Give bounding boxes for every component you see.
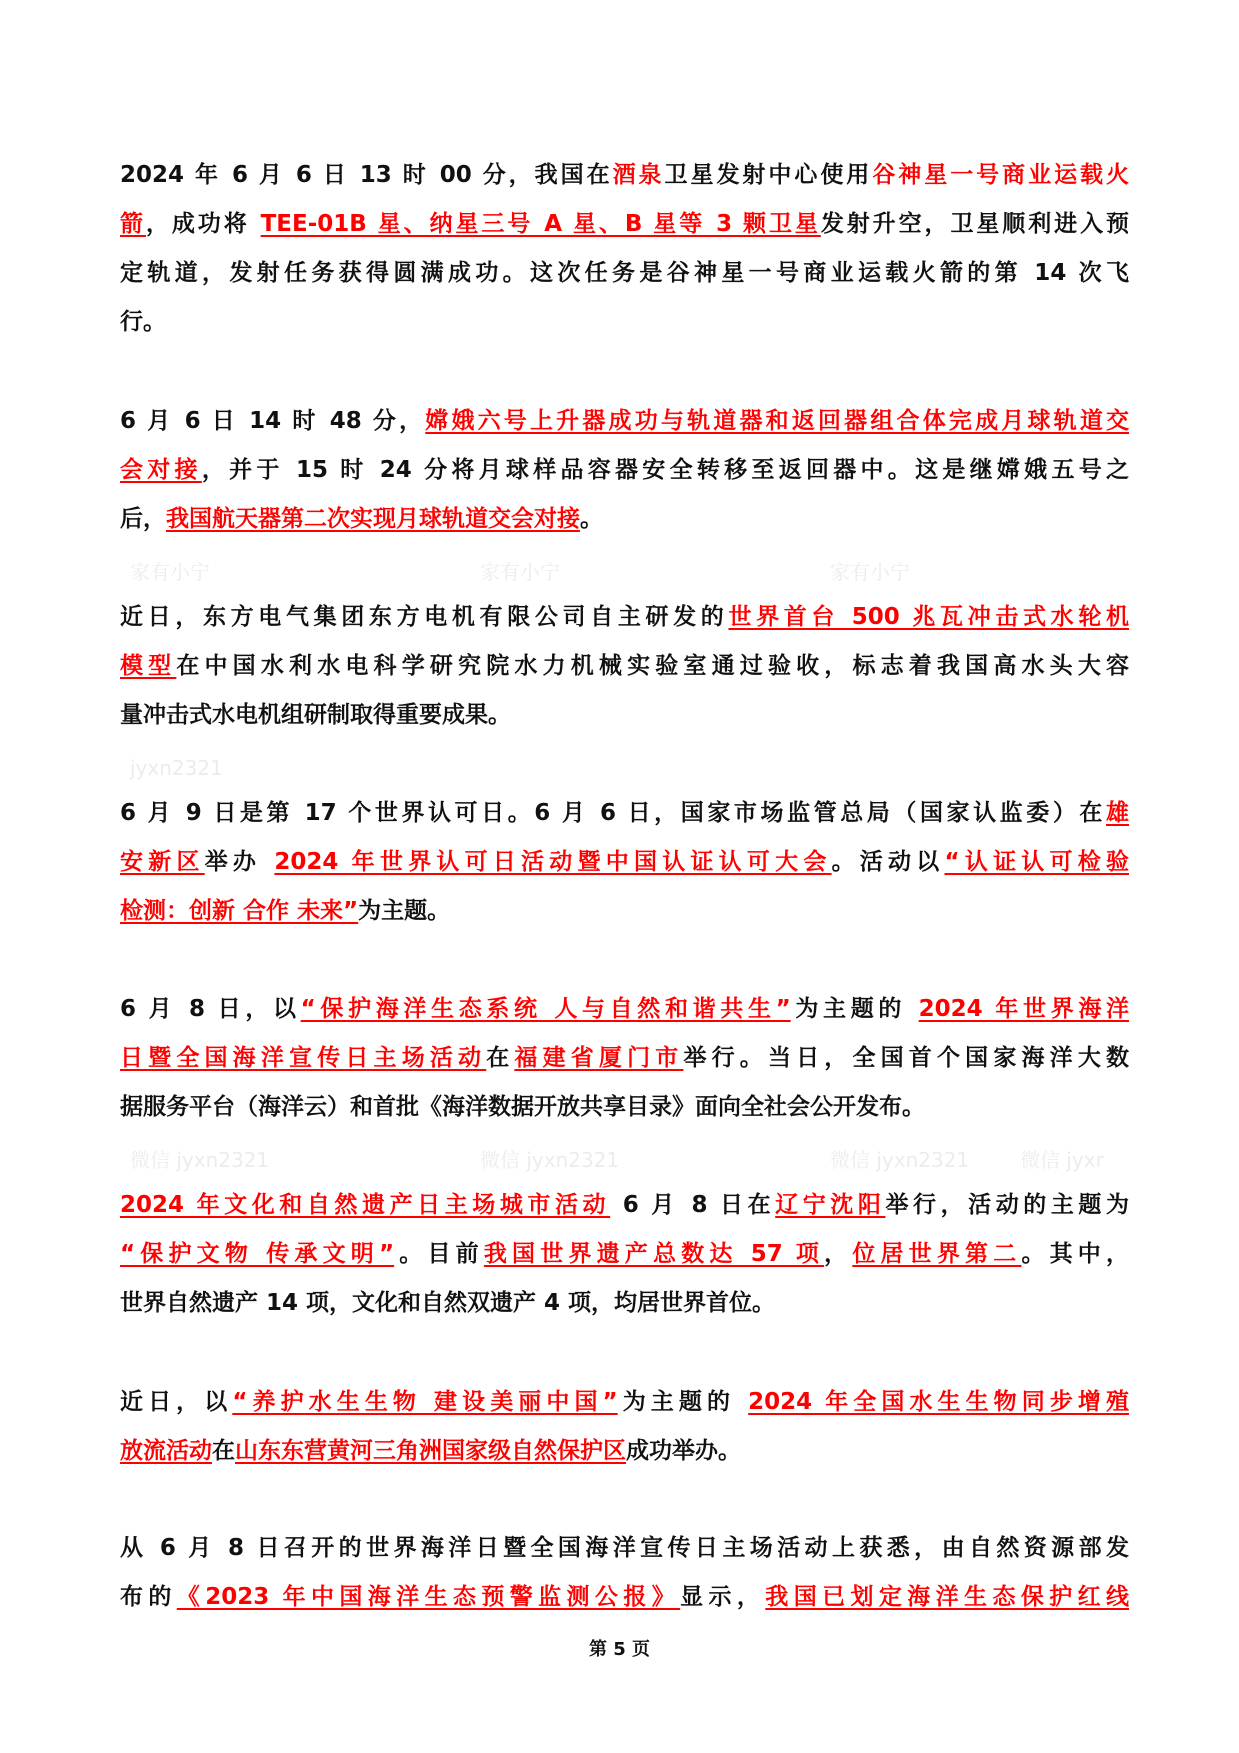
highlighted-text: 谷神星一号商业运载火 [872, 162, 1130, 188]
text-line [120, 1283, 1129, 1332]
body-text: 卫星发射中心使用 [664, 162, 873, 188]
watermark-text: 家有小宁 [480, 560, 560, 584]
text-line [120, 695, 1129, 744]
body-text: 后， [120, 506, 166, 532]
text-line [120, 1577, 1129, 1626]
text-line [120, 1038, 1129, 1087]
text-line [120, 597, 1129, 646]
body-text: 6 月 8 日，以 [120, 996, 301, 1022]
body-text: 举行。当日，全国首个国家海洋大数 [683, 1045, 1130, 1071]
watermark-text: 家有小宁 [130, 560, 210, 584]
body-text: 为主题的 [617, 1389, 749, 1415]
highlighted-link-text: 福建省厦门市 [514, 1045, 684, 1071]
watermark-text: 微信 jyxn2321 [480, 1148, 620, 1172]
highlighted-link-text: “认证认可检验 [944, 849, 1129, 875]
body-text: ，成功将 [145, 211, 261, 237]
highlighted-link-text: 我国已划定海洋生态保护红线 [765, 1584, 1130, 1610]
text-line [120, 891, 1129, 940]
paragraph [120, 793, 1129, 940]
highlighted-link-text: 检测：创新 合作 未来” [120, 898, 359, 924]
text-line [120, 401, 1129, 450]
paragraph [120, 1528, 1129, 1626]
highlighted-link-text: “养护水生生物 建设美丽中国” [232, 1389, 618, 1415]
body-text: 成功举办。 [626, 1438, 741, 1464]
paragraph [120, 155, 1129, 351]
highlighted-text: 酒泉 [612, 162, 665, 188]
text-line [120, 1185, 1129, 1234]
watermark-text: 微信 jyxr [1020, 1148, 1104, 1172]
body-text: 量冲击式水电机组研制取得重要成果。 [120, 702, 511, 728]
paragraph [120, 989, 1129, 1136]
body-text: 据服务平台（海洋云）和首批《海洋数据开放共享目录》面向全社会公开发布。 [120, 1094, 925, 1120]
text-line [120, 646, 1129, 695]
body-text: 举办 [204, 849, 275, 875]
body-text: 6 月 9 日是第 17 个世界认可日。6 月 6 日，国家市场监管总局（国家认监委）在 [120, 800, 1106, 826]
text-line [120, 204, 1129, 253]
page-number: 第 5 页 [588, 1639, 651, 1660]
text-line [120, 302, 1129, 351]
highlighted-link-text: 我国航天器第二次实现月球轨道交会对接 [166, 506, 580, 532]
body-text: 为主题。 [358, 898, 451, 924]
text-line [120, 989, 1129, 1038]
highlighted-link-text: 安新区 [120, 849, 205, 875]
paragraph [120, 1382, 1129, 1480]
highlighted-link-text: 放流活动 [120, 1438, 212, 1464]
highlighted-link-text: 会对接 [120, 457, 202, 483]
text-line [120, 1382, 1129, 1431]
paragraph [120, 597, 1129, 744]
text-line [120, 1234, 1129, 1283]
body-text: 行。 [120, 309, 166, 335]
body-text: 在中国水利水电科学研究院水力机械实验室通过验收，标志着我国高水头大容 [176, 653, 1130, 679]
body-text: 6 月 6 日 14 时 48 分， [120, 408, 426, 434]
highlighted-link-text: 2024 年文化和自然遗产日主场城市活动 [120, 1192, 611, 1218]
highlighted-link-text: 2024 年世界海洋 [918, 996, 1129, 1022]
text-line [120, 1431, 1129, 1480]
text-line [120, 499, 1129, 548]
highlighted-link-text: 2024 年全国水生生物同步增殖 [748, 1389, 1129, 1415]
watermark-text: jyxn2321 [130, 756, 223, 780]
body-text: 。目前 [394, 1241, 484, 1267]
text-line [120, 253, 1129, 302]
body-text: 布的 [120, 1584, 177, 1610]
text-line [120, 793, 1129, 842]
text-line [120, 1528, 1129, 1577]
highlighted-link-text: “保护文物 传承文明” [120, 1241, 395, 1267]
highlighted-link-text: 雄 [1106, 800, 1129, 826]
body-text: 在 [486, 1045, 515, 1071]
watermark-text: 微信 jyxn2321 [130, 1148, 270, 1172]
body-text: 。其中， [1021, 1241, 1129, 1267]
body-text: 定轨道，发射任务获得圆满成功。这次任务是谷神星一号商业运载火箭的第 14 次飞 [120, 260, 1129, 286]
highlighted-link-text: 世界首台 500 兆瓦冲击式水轮机 [728, 604, 1129, 630]
text-line [120, 450, 1129, 499]
body-text: 。活动以 [831, 849, 945, 875]
highlighted-link-text: 嫦娥六号上升器成功与轨道器和返回器组合体完成月球轨道交 [425, 408, 1130, 434]
highlighted-link-text: 山东东营黄河三角洲国家级自然保护区 [235, 1438, 626, 1464]
body-text: 显示， [680, 1584, 766, 1610]
highlighted-link-text: 模型 [120, 653, 177, 679]
paragraph [120, 401, 1129, 548]
body-text: 2024 年 6 月 6 日 13 时 00 分，我国在 [120, 162, 613, 188]
body-text: 为主题的 [790, 996, 919, 1022]
body-text: 举行，活动的主题为 [885, 1192, 1130, 1218]
paragraph [120, 1185, 1129, 1332]
body-text: 世界自然遗产 14 项，文化和自然双遗产 4 项，均居世界首位。 [120, 1290, 776, 1316]
text-line [120, 842, 1129, 891]
highlighted-link-text: 辽宁沈阳 [775, 1192, 886, 1218]
watermark-text: 家有小宁 [830, 560, 910, 584]
body-text: 。 [580, 506, 603, 532]
body-text: ， [824, 1241, 853, 1267]
highlighted-link-text: “保护海洋生态系统 人与自然和谐共生” [300, 996, 791, 1022]
body-text: 发射升空，卫星顺利进入预 [820, 211, 1130, 237]
body-text: 从 6 月 8 日召开的世界海洋日暨全国海洋宣传日主场活动上获悉，由自然资源部发 [120, 1535, 1129, 1561]
body-text: 在 [212, 1438, 235, 1464]
body-text: ，并于 15 时 24 分将月球样品容器安全转移至返回器中。这是继嫦娥五号之 [201, 457, 1130, 483]
highlighted-link-text: 箭 [120, 211, 146, 237]
watermark-text: 微信 jyxn2321 [830, 1148, 970, 1172]
highlighted-link-text: 2024 年世界认可日活动暨中国认证认可大会 [274, 849, 832, 875]
body-text: 近日，东方电气集团东方电机有限公司自主研发的 [120, 604, 729, 630]
body-text: 近日，以 [120, 1389, 233, 1415]
highlighted-link-text: TEE-01B 星、纳星三号 A 星、B 星等 3 颗卫星 [260, 211, 821, 237]
text-line [120, 1087, 1129, 1136]
highlighted-link-text: 日暨全国海洋宣传日主场活动 [120, 1045, 487, 1071]
highlighted-link-text: 位居世界第二 [852, 1241, 1022, 1267]
highlighted-link-text: 《2023 年中国海洋生态预警监测公报》 [176, 1584, 681, 1610]
body-text: 6 月 8 日在 [610, 1192, 776, 1218]
text-line [120, 155, 1129, 204]
highlighted-link-text: 我国世界遗产总数达 57 项 [483, 1241, 825, 1267]
